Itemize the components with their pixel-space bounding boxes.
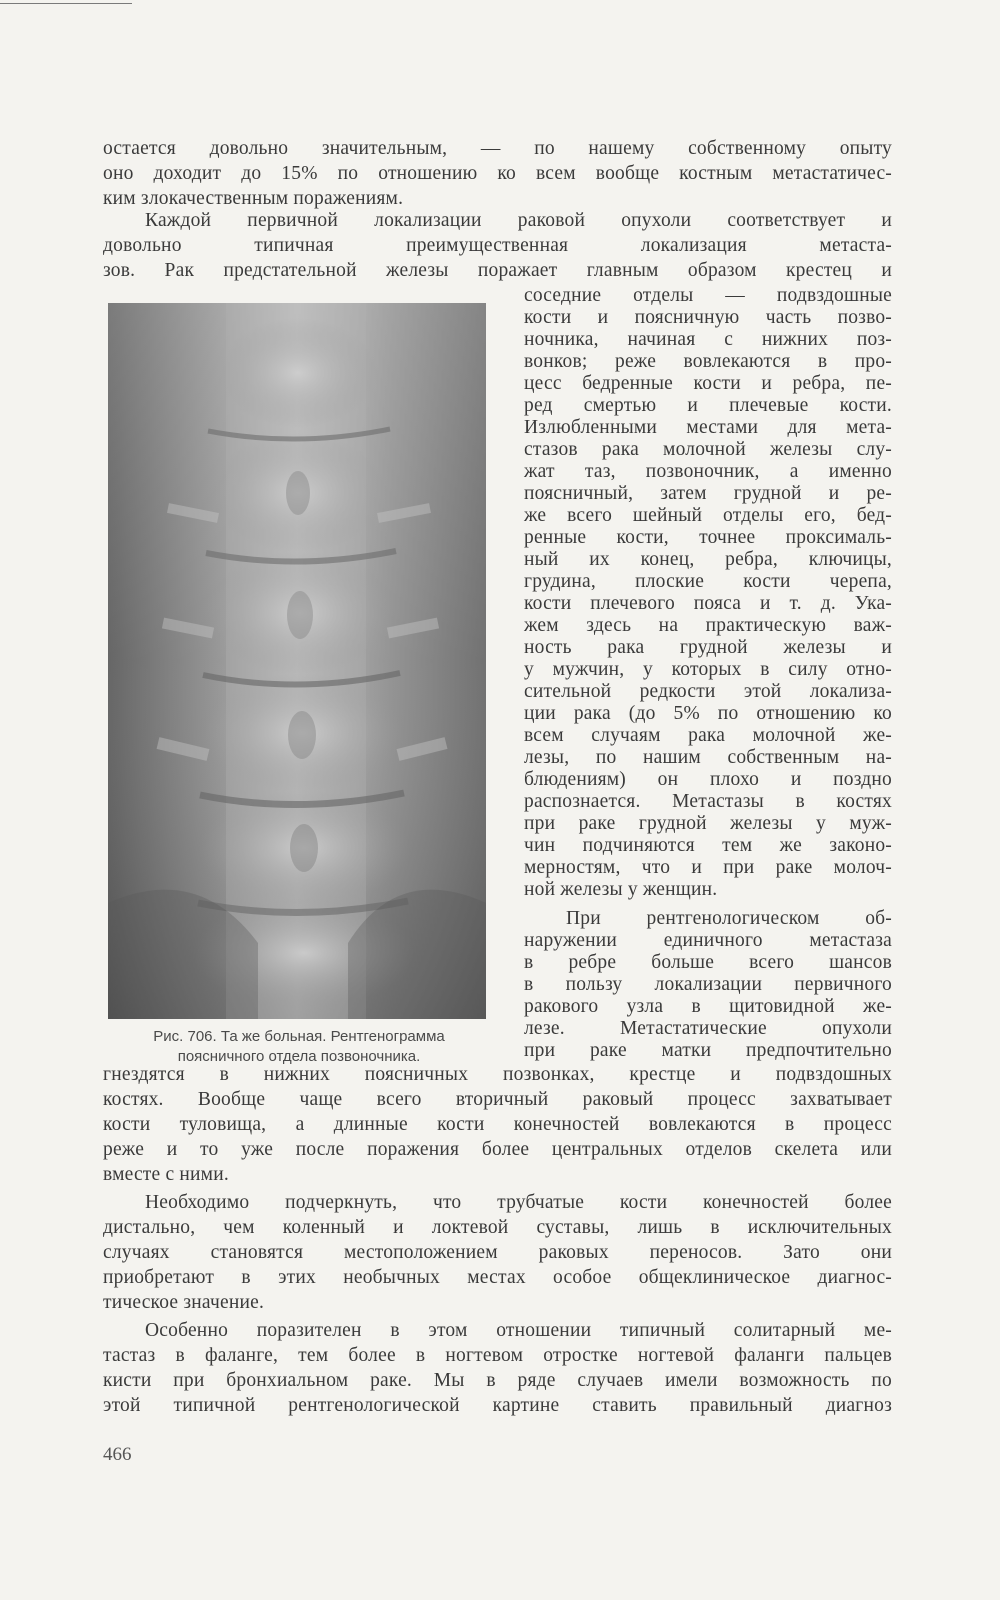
text-line: поясничный, затем грудной и ре- [524, 483, 892, 504]
xray-figure [108, 303, 486, 1019]
text-line: вонков; реже вовлекаются в про- [524, 351, 892, 372]
text-line: всем случаям рака молочной же- [524, 725, 892, 746]
text-line: случаях становятся местоположением раковых переносов. Зато они [103, 1242, 892, 1263]
text-line: ный их конец, ребра, ключицы, [524, 549, 892, 570]
text-line: При рентгенологическом об- [566, 908, 892, 929]
text-line: стазов рака молочной железы слу- [524, 439, 892, 460]
text-line: жат таз, позвоночник, а именно [524, 461, 892, 482]
text-line: ракового узла в щитовидной же- [524, 996, 892, 1017]
text-line: ночника, начиная с нижних поз- [524, 329, 892, 350]
text-line: костях. Вообще чаще всего вторичный раковый процесс захватывает [103, 1089, 892, 1110]
text-line: распознается. Метастазы в костях [524, 791, 892, 812]
text-line: жем здесь на практическую важ- [524, 615, 892, 636]
text-line: Необходимо подчеркнуть, что трубчатые кости конечностей более [145, 1192, 892, 1213]
text-line: ред смертью и плечевые кости. [524, 395, 892, 416]
text-line: этой типичной рентгенологической картине ставить правильный диагноз [103, 1395, 892, 1416]
text-line: кости и поясничную часть позво- [524, 307, 892, 328]
text-line: соседние отделы — подвздошные [524, 285, 892, 306]
text-line: при раке матки предпочтительно [524, 1040, 892, 1061]
text-line: зов. Рак предстательной железы поражает главным образом крестец и [103, 260, 892, 281]
page-number: 466 [103, 1444, 132, 1465]
text-line: блюдениям) он плохо и поздно [524, 769, 892, 790]
text-line: тическое значение. [103, 1292, 265, 1313]
text-line: лезе. Метастатические опухоли [524, 1018, 892, 1039]
text-line: остается довольно значительным, — по нашему собственному опыту [103, 138, 892, 159]
text-line: при раке грудной железы у муж- [524, 813, 892, 834]
figure-caption-line: Рис. 706. Та же больная. Рентгенограмма [153, 1028, 445, 1045]
text-line: наружении единичного метастаза [524, 930, 892, 951]
xray-image [108, 303, 486, 1019]
text-line: в пользу локализации первичного [524, 974, 892, 995]
text-line: приобретают в этих необычных местах особое общеклиническое диагнос- [103, 1267, 892, 1288]
figure-caption-line: поясничного отдела позвоночника. [177, 1048, 421, 1065]
text-line: в ребре больше всего шансов [524, 952, 892, 973]
text-line: лезы, по нашим собственным на- [524, 747, 892, 768]
text-line: у мужчин, у которых в силу отно- [524, 659, 892, 680]
text-line: чин подчиняются тем же законо- [524, 835, 892, 856]
text-line: Особенно поразителен в этом отношении типичный солитарный ме- [145, 1320, 892, 1341]
text-line: тастаз в фаланге, тем более в ногтевом отростке ногтевой фаланги пальцев [103, 1345, 892, 1366]
text-line: реже и то уже после поражения более центральных отделов скелета или [103, 1139, 892, 1160]
text-line: грудина, плоские кости черепа, [524, 571, 892, 592]
text-line: ренные кости, точнее проксималь- [524, 527, 892, 548]
text-line: дистально, чем коленный и локтевой суставы, лишь в исключительных [103, 1217, 892, 1238]
text-line: кости плечевого пояса и т. д. Ука- [524, 593, 892, 614]
text-line: оно доходит до 15% по отношению ко всем вообще костным метастатичес- [103, 163, 892, 184]
text-line: ким злокачественным поражениям. [103, 188, 404, 209]
text-line: цесс бедренные кости и ребра, пе- [524, 373, 892, 394]
text-line: гнездятся в нижних поясничных позвонках, крестце и подвздошных [103, 1064, 892, 1085]
text-line: ность рака грудной железы и [524, 637, 892, 658]
text-line: ной железы у женщин. [524, 879, 718, 900]
text-line: вместе с ними. [103, 1164, 229, 1185]
text-line: ции рака (до 5% по отношению ко [524, 703, 892, 724]
text-line: сительной редкости этой локализа- [524, 681, 892, 702]
text-line: кости туловища, а длинные кости конечностей вовлекаются в процесс [103, 1114, 892, 1135]
text-line: Каждой первичной локализации раковой опухоли соответствует и [145, 210, 892, 231]
text-line: же всего шейный отделы его, бед- [524, 505, 892, 526]
page-corner-rule [0, 3, 132, 4]
text-line: довольно типичная преимущественная локализация метаста- [103, 235, 892, 256]
text-line: мерностям, что и при раке молоч- [524, 857, 892, 878]
text-line: Излюбленными местами для мета- [524, 417, 892, 438]
text-line: кисти при бронхиальном раке. Мы в ряде случаев имели возможность по [103, 1370, 892, 1391]
